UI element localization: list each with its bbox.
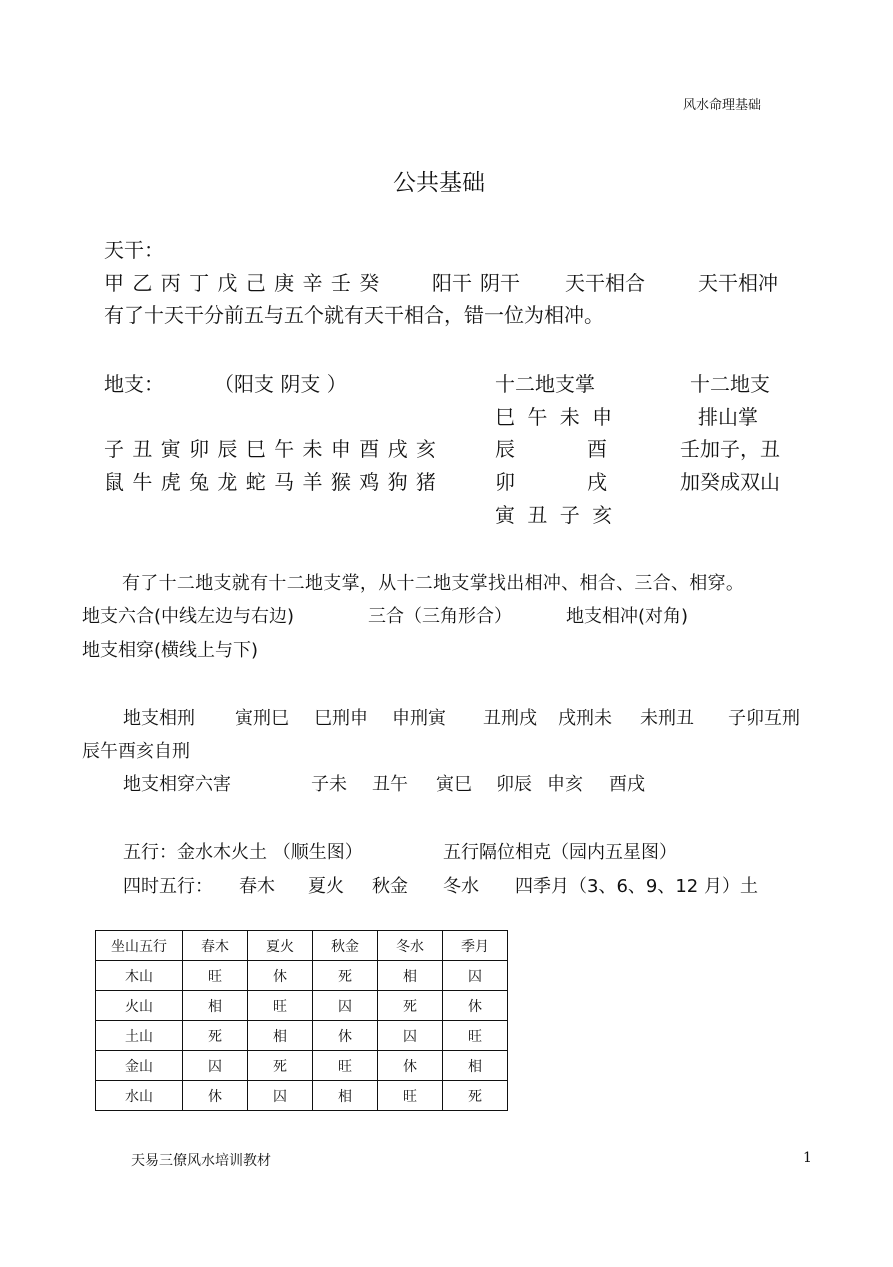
table-header-cell: 冬水 (378, 931, 443, 961)
dizhi-branches: 子 丑 寅 卯 辰 巳 午 未 申 酉 戌 亥 (104, 437, 437, 461)
liuhai-item-2: 丑午 (372, 774, 408, 795)
table-cell: 土山 (96, 1021, 183, 1051)
table-cell: 囚 (443, 961, 508, 991)
dizhi-note: 有了十二地支就有十二地支掌，从十二地支掌找出相冲、相合、三合、相穿。 (122, 573, 745, 594)
table-header-row (96, 931, 508, 961)
paishan-line2: 排山掌 (698, 405, 758, 429)
table-cell: 死 (183, 1021, 248, 1051)
liuhai-item-5: 申亥 (547, 774, 583, 795)
table-cell: 旺 (443, 1021, 508, 1051)
dizhi-liuhe: 地支六合(中线左边与右边) (82, 606, 295, 627)
tiangan-note: 有了十天干分前五与五个就有天干相合，错一位为相冲。 (104, 303, 604, 327)
dizhi-animals: 鼠 牛 虎 兔 龙 蛇 马 羊 猴 鸡 狗 猪 (104, 470, 437, 494)
table-cell: 休 (313, 1021, 378, 1051)
dizhi-label: 地支： (104, 372, 164, 396)
xiangxing-label: 地支相刑 (123, 708, 195, 729)
wuxing-kexing: 五行隔位相克（园内五星图） (443, 842, 677, 863)
table-cell: 死 (313, 961, 378, 991)
tiangan-stems: 甲 乙 丙 丁 戊 己 庚 辛 壬 癸 (104, 271, 381, 295)
running-header: 风水命理基础 (683, 98, 762, 113)
palm-row-bottom: 寅 丑 子 亥 (495, 503, 616, 527)
table-cell: 相 (183, 991, 248, 1021)
table-cell: 死 (378, 991, 443, 1021)
tiangan-yin: 阴干 (480, 271, 520, 295)
liuhai-item-1: 子未 (311, 774, 347, 795)
table-cell: 旺 (248, 991, 313, 1021)
palm-title: 十二地支掌 (495, 372, 595, 396)
table-cell: 相 (248, 1021, 313, 1051)
table-cell: 囚 (313, 991, 378, 1021)
tiangan-label: 天干： (104, 238, 164, 262)
dizhi-xiangchong: 地支相冲(对角) (566, 606, 689, 627)
xiangxing-item-7: 子卯互刑 (728, 708, 800, 729)
table-header-cell: 坐山五行 (96, 931, 183, 961)
paishan-line3: 壬加子，丑 (680, 437, 780, 461)
table-header-cell: 季月 (443, 931, 508, 961)
zixing: 辰午酉亥自刑 (82, 741, 190, 762)
liuhai-item-3: 寅巳 (436, 774, 472, 795)
table-cell: 相 (443, 1051, 508, 1081)
palm-row2-left: 辰 (495, 437, 515, 461)
table-cell: 金山 (96, 1051, 183, 1081)
table-row (96, 961, 508, 991)
dizhi-sanhe: 三合（三角形合） (368, 606, 512, 627)
season-autumn: 秋金 (372, 876, 408, 897)
table-cell: 木山 (96, 961, 183, 991)
table-cell: 死 (443, 1081, 508, 1111)
xiangxing-item-5: 戌刑未 (558, 708, 612, 729)
liuhai-label: 地支相穿六害 (123, 774, 231, 795)
table-cell: 旺 (378, 1081, 443, 1111)
season-spring: 春木 (239, 876, 275, 897)
liuhai-item-6: 酉戌 (609, 774, 645, 795)
table-cell: 休 (443, 991, 508, 1021)
table-cell: 囚 (183, 1051, 248, 1081)
xiangxing-item-2: 巳刑申 (314, 708, 368, 729)
xiangxing-item-4: 丑刑戌 (483, 708, 537, 729)
page-title: 公共基础 (393, 170, 485, 196)
palm-row3-right: 戌 (587, 470, 607, 494)
liuhai-item-4: 卯辰 (496, 774, 532, 795)
dizhi-xiangchuan: 地支相穿(横线上与下) (82, 640, 259, 661)
table-header-cell: 夏火 (248, 931, 313, 961)
tiangan-yang: 阳干 (432, 271, 472, 295)
page-number: 1 (803, 1150, 812, 1166)
table-cell: 休 (378, 1051, 443, 1081)
table-cell: 旺 (313, 1051, 378, 1081)
table-cell: 休 (183, 1081, 248, 1111)
xiangxing-item-1: 寅刑巳 (235, 708, 289, 729)
table-cell: 旺 (183, 961, 248, 991)
table-cell: 火山 (96, 991, 183, 1021)
season-jiyue: 四季月（3、6、9、12 月）土 (515, 876, 758, 897)
table-row (96, 991, 508, 1021)
paishan-line1: 十二地支 (690, 372, 770, 396)
dizhi-yinyang: （阳支 阴支 ） (214, 372, 347, 396)
footer-text: 天易三僚风水培训教材 (131, 1153, 271, 1169)
sishi-label: 四时五行： (123, 876, 213, 897)
tiangan-xiangchong: 天干相冲 (698, 271, 778, 295)
season-summer: 夏火 (308, 876, 344, 897)
palm-row2-right: 酉 (587, 437, 607, 461)
table-row (96, 1021, 508, 1051)
table-cell: 囚 (378, 1021, 443, 1051)
palm-row-top: 巳 午 未 申 (495, 405, 616, 429)
palm-row3-left: 卯 (495, 470, 515, 494)
xiangxing-item-6: 未刑丑 (640, 708, 694, 729)
paishan-line4: 加癸成双山 (680, 470, 780, 494)
xiangxing-item-3: 申刑寅 (392, 708, 446, 729)
table-cell: 水山 (96, 1081, 183, 1111)
table-header-cell: 春木 (183, 931, 248, 961)
tiangan-xianghe: 天干相合 (565, 271, 645, 295)
table-header-cell: 秋金 (313, 931, 378, 961)
table-cell: 死 (248, 1051, 313, 1081)
table-cell: 囚 (248, 1081, 313, 1111)
wangxiang-table (95, 930, 508, 1111)
table-row (96, 1051, 508, 1081)
table-cell: 相 (313, 1081, 378, 1111)
wuxing-line1: 五行：金水木火土 （顺生图） (123, 842, 363, 863)
table-row (96, 1081, 508, 1111)
season-winter: 冬水 (443, 876, 479, 897)
table-cell: 相 (378, 961, 443, 991)
table-cell: 休 (248, 961, 313, 991)
